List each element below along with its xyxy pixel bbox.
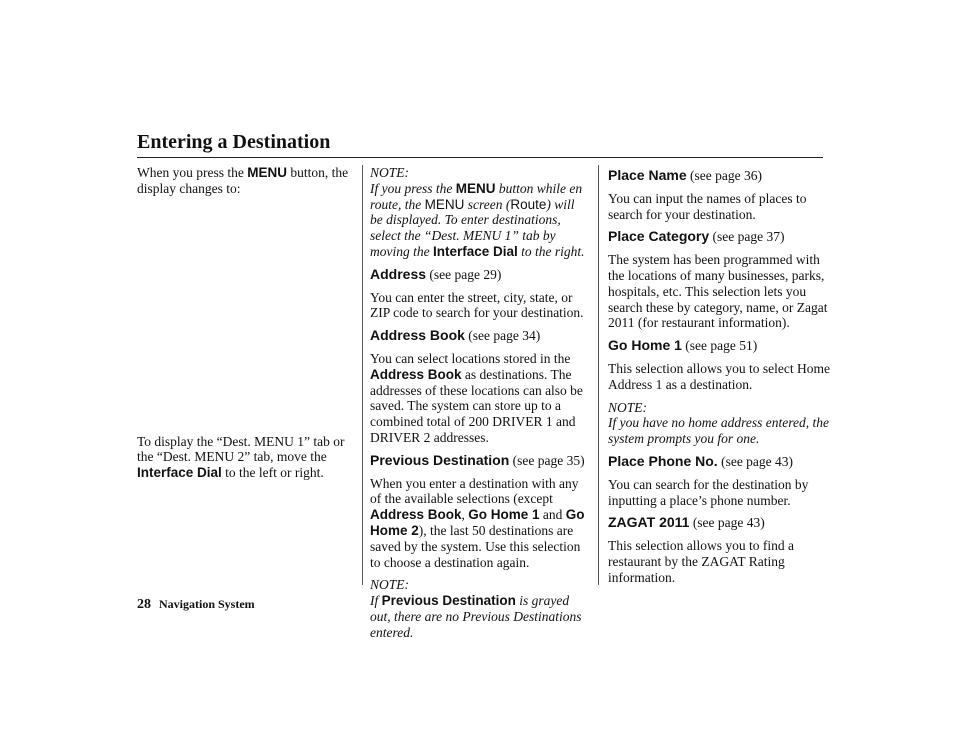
column-2 xyxy=(370,165,588,648)
tab-paragraph: To display the “Dest. MENU 1” tab or the “Dest. MENU 2” tab, move the Interface Dial to the left or right. xyxy=(137,433,345,481)
interface-dial-term: Interface Dial xyxy=(137,465,222,481)
note-previous-destination: NOTE: If Previous Destination is grayed out, there are no Previous Destinations entered. xyxy=(370,577,582,640)
go-home-body: This selection allows you to select Home Address 1 as a destination. xyxy=(608,360,830,392)
zagat-body: This selection allows you to find a restaurant by the ZAGAT Rating information. xyxy=(608,538,794,585)
column-divider-2 xyxy=(598,165,599,585)
address-body: You can enter the street, city, state, or ZIP code to search for your destination. xyxy=(370,289,584,321)
menu-button-term: MENU xyxy=(247,165,287,180)
column-3 xyxy=(608,168,830,593)
title-rule xyxy=(137,157,823,158)
footer-title: Navigation System xyxy=(159,597,255,611)
address-heading: Address (see page 29) xyxy=(370,265,502,282)
intro-paragraph: When you press the MENU button, the display changes to: xyxy=(137,165,349,196)
column-1 xyxy=(137,165,349,488)
previous-destination-heading: Previous Destination (see page 35) xyxy=(370,451,585,468)
place-phone-body: You can search for the destination by inputting a place’s phone number. xyxy=(608,476,809,508)
column-divider-1 xyxy=(362,165,363,585)
zagat-heading: ZAGAT 2011 (see page 43) xyxy=(608,514,765,531)
note-home: NOTE: If you have no home address entered, the system prompts you for one. xyxy=(608,399,829,447)
place-category-heading: Place Category (see page 37) xyxy=(608,228,785,245)
address-book-body: You can select locations stored in the Address Book as destinations. The addresses of these locations can also be saved. The system can store up to a combined total of 200 DRIVER 1 and DRIVER 2 addresses. xyxy=(370,350,583,445)
page-title: Entering a Destination xyxy=(137,131,331,153)
go-home-heading: Go Home 1 (see page 51) xyxy=(608,337,758,354)
place-phone-heading: Place Phone No. (see page 43) xyxy=(608,452,794,469)
previous-destination-body: When you enter a destination with any of the available selections (except Address Book, Go Home 1 and Go Home 2), the last 50 destinations are saved by the system. Use this selection to choose a destination again. xyxy=(370,475,585,570)
page-footer xyxy=(137,597,255,613)
address-book-heading: Address Book (see page 34) xyxy=(370,327,541,344)
page-number: 28 xyxy=(137,597,151,612)
place-category-body: The system has been programmed with the locations of many businesses, parks, hospitals, etc. This selection lets you search these by category, name, or Zagat 2011 (for restaurant information). xyxy=(608,252,828,331)
place-name-heading: Place Name (see page 36) xyxy=(608,167,762,183)
note-menu: NOTE: If you press the MENU button while en route, the MENU screen (Route) will be displayed. To enter destinations, select the “Dest. MENU 1” tab by moving the Interface Dial to the right. xyxy=(370,165,585,259)
place-name-body: You can input the names of places to search for your destination. xyxy=(608,190,807,222)
